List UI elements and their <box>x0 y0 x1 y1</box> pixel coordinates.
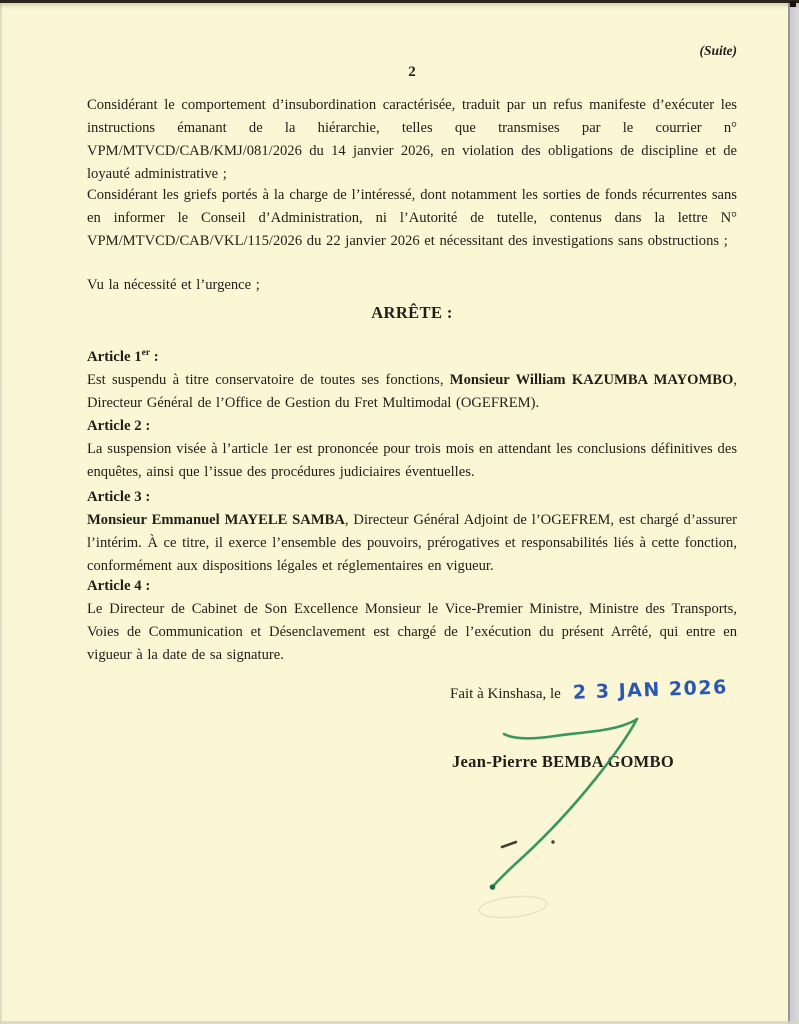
article-1-body <box>87 369 737 415</box>
article-4-body: Le Directeur de Cabinet de Son Excellence Monsieur le Vice-Premier Ministre, Ministre des Transports, Voies de Communication et Désenclavement est chargé de l’exécution du présent Arrêté, qui entre en vigueur à la date de sa signature. <box>87 601 737 663</box>
signature-ink <box>420 698 680 928</box>
decree-heading: ARRÊTE : <box>371 303 453 322</box>
signature-ink-blob <box>490 884 496 890</box>
photo-corner-mark <box>790 1 796 7</box>
page-number: 2 <box>408 64 416 80</box>
article-1 <box>87 342 737 415</box>
article-3-label: Article 3 : <box>87 489 151 505</box>
date-stamp: 2 3 JAN 2026 <box>572 676 728 704</box>
article-1-label-pre: Article 1 <box>87 348 142 365</box>
signature-flourish-path <box>504 719 637 738</box>
article-3-body-bold: Monsieur Emmanuel MAYELE SAMBA <box>87 512 345 528</box>
article-2-label: Article 2 : <box>87 418 151 434</box>
recital-insubordination: Considérant le comportement d’insubordination caractérisée, traduit par un refus manifeste d’exécuter les instructions émanant de la hiérarchie, telles que transmises par le courrier n° VPM/MTVCD/CAB/KMJ/081/2026 du 14 janvier 2026, en violation des obligations de discipline et de loyauté administrative ; <box>87 97 737 182</box>
article-4-label: Article 4 : <box>87 578 151 594</box>
ink-dot-mark <box>551 840 554 843</box>
signatory-name: Jean-Pierre BEMBA GOMBO <box>452 752 674 771</box>
article-1-label-post: : <box>150 348 159 365</box>
signature-diagonal-path <box>493 719 638 887</box>
photo-edge-right <box>788 0 799 1024</box>
article-2-body: La suspension visée à l’article 1er est prononcée pour trois mois en attendant les conclusions définitives des enquêtes, ainsi que l’issue des procédures judiciaires éventuelles. <box>87 441 737 480</box>
article-3 <box>87 486 737 577</box>
article-1-label <box>87 342 737 368</box>
recital-urgence: Vu la nécessité et l’urgence ; <box>87 277 260 293</box>
recital-griefs: Considérant les griefs portés à la charge de l’intéressé, dont notamment les sorties de fonds récurrentes sans en informer le Conseil d’Administration, ni l’Autorité de tutelle, contenus dans la lettre N° VPM/MTVCD/CAB/VKL/115/2026 du 22 janvier 2026 et nécessitant des investigations sans obstructions ; <box>87 187 737 249</box>
ink-impression-oval <box>478 894 548 921</box>
article-1-body-pre: Est suspendu à titre conservatoire de toutes ses fonctions, <box>87 371 450 388</box>
article-1-body-post: , Directeur Général de l’Office de Gestion du Fret Multimodal (OGEFREM). <box>87 371 737 411</box>
place-date-text: Fait à Kinshasa, le <box>450 686 561 702</box>
suite-label: (Suite) <box>699 43 737 58</box>
ink-dash-mark <box>502 842 516 847</box>
article-3-body-post: , Directeur Général Adjoint de l’OGEFREM, est chargé d’assurer l’intérim. À ce titre, il exerce l’ensemble des pouvoirs, prérogatives et responsabilités liés à cette fonction, conformément aux dispositions légales et réglementaires en vigueur. <box>87 512 738 574</box>
article-1-label-sup: er <box>141 348 151 358</box>
photo-edge-top <box>0 0 799 3</box>
article-2 <box>87 415 737 484</box>
article-3-body <box>87 509 737 577</box>
article-4 <box>87 575 737 666</box>
photo-edge-left <box>0 0 3 1024</box>
article-1-body-bold: Monsieur William KAZUMBA MAYOMBO <box>449 371 734 388</box>
